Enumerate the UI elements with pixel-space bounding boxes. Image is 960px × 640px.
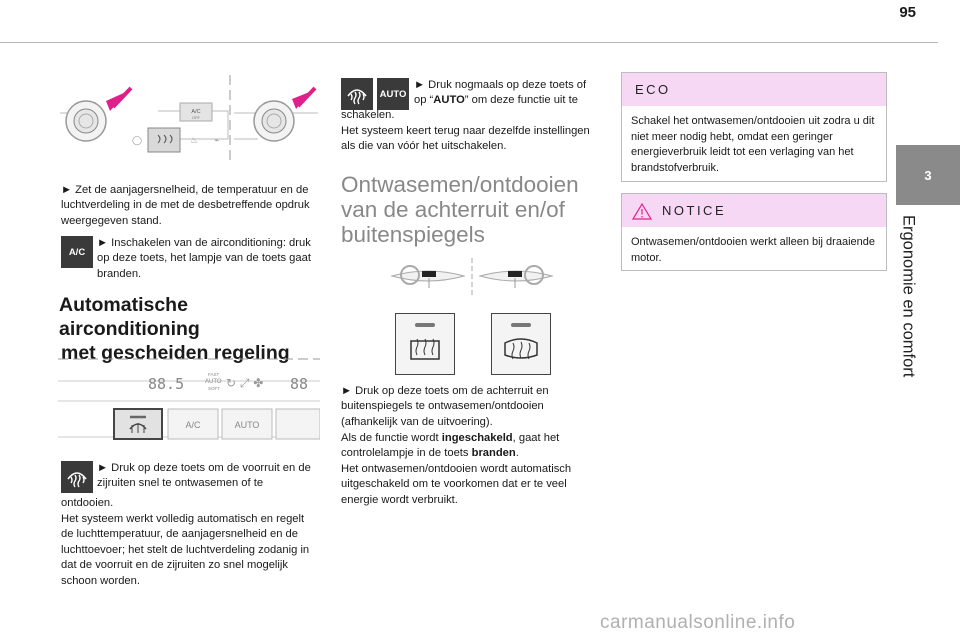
fig2-temp-display-2: 88 <box>290 375 309 393</box>
fig2-auto-button: AUTO <box>234 420 260 430</box>
heading-auto-ac-line1: Automatische airconditioning <box>59 294 200 340</box>
heading-rear-defrost-line1: Ontwasemen/ontdooien <box>341 172 579 197</box>
warning-icon <box>632 202 652 220</box>
fig2-ac-button: A/C <box>185 420 201 430</box>
left-para-4: Het systeem werkt volledig automatisch en regelt de luchttemperatuur, de aanjagersnelheid en de luchttoevoer; het stelt de luchtverdeling zodanig in dat de voorruit en de zijruiten zo snel mogelijk schoon worden. <box>61 513 310 587</box>
middle-para-5: Het ontwasemen/ontdooien wordt automatisch uitgeschakeld om te voorkomen dat er te veel energie wordt verbruikt. <box>341 463 572 506</box>
chapter-title: Ergonomie en comfort <box>899 215 918 378</box>
notice-box-body: Ontwasemen/ontdooien werkt alleen bij draaiende motor. <box>631 236 875 264</box>
watermark: carmanualsonline.info <box>600 612 796 633</box>
left-para-3b: zijruiten snel te ontwasemen of te <box>97 477 264 489</box>
chapter-tab[interactable]: 3 <box>896 145 960 205</box>
middle-para-1-end: schakelen. <box>341 109 395 121</box>
page-number: 95 <box>899 4 916 21</box>
fig1-ac-label: A/C <box>191 109 201 115</box>
auto-climate-panel-figure <box>58 357 320 445</box>
heading-auto-ac-line2: met gescheiden regeling <box>61 342 290 364</box>
notice-box-title: NOTICE <box>662 203 727 218</box>
middle-para-3: ► Druk op deze toets om de achterruit en buitenspiegels te ontwasemen/ontdooien (afhankelijk van de uitvoering). <box>341 385 549 428</box>
heading-rear-defrost <box>341 172 611 247</box>
ac-button-icon: A/C <box>61 236 93 268</box>
left-para-2: ► Inschakelen van de airconditioning: druk op deze toets, het lampje van de toets gaat branden. <box>97 237 311 280</box>
fig2-fast: FAST <box>208 372 220 377</box>
middle-para-1: ► Druk nogmaals op deze toets of op “AUTO” om deze functie uit te <box>414 79 587 107</box>
svg-text:↻ ⤢ ✤: ↻ ⤢ ✤ <box>226 376 264 390</box>
middle-para-4: Als de functie wordt ingeschakeld, gaat het controlelampje in de toets branden. <box>341 432 560 460</box>
heading-rear-defrost-line2: van de achterruit en/of <box>341 197 565 222</box>
climate-panel-figure <box>58 73 320 165</box>
middle-para-2: Het systeem keert terug naar dezelfde instellingen als die van vóór het uitschakelen. <box>341 125 590 153</box>
left-para-1: ► Zet de aanjagersnelheid, de temperatuur en de luchtverdeling in de met de desbetreffende opdruk weergegeven stand. <box>61 184 310 227</box>
svg-text:◯: ◯ <box>132 136 143 146</box>
front-defrost-icon <box>61 461 93 498</box>
heading-auto-ac <box>59 293 329 365</box>
heading-rear-defrost-line3: buitenspiegels <box>341 222 485 247</box>
rear-defrost-dashboard-figure <box>388 256 554 298</box>
fig1-ac-sublabel: OFF <box>192 115 200 120</box>
svg-text:♨: ♨ <box>190 136 199 146</box>
rear-window-defrost-button <box>395 313 455 375</box>
eco-box-title: ECO <box>622 73 886 106</box>
left-para-3a: ► Druk op deze toets om de voorruit en de <box>97 462 311 474</box>
svg-text:⌁: ⌁ <box>214 136 220 146</box>
mirror-defrost-button <box>491 313 551 375</box>
auto-button-icon: AUTO <box>377 78 409 110</box>
eco-box <box>621 72 887 182</box>
left-para-3c: ontdooien. <box>61 497 114 509</box>
header-rule <box>0 42 938 43</box>
fig2-temp-display: 88.5 <box>148 375 185 393</box>
fig2-soft: SOFT <box>208 386 220 391</box>
notice-box <box>621 193 887 271</box>
fig2-auto: AUTO <box>205 379 222 385</box>
eco-box-body: Schakel het ontwasemen/ontdooien uit zodra u dit niet meer nodig hebt, omdat een geringer energieverbruik leidt tot een verlaging van het brandstofverbruik. <box>631 115 875 174</box>
